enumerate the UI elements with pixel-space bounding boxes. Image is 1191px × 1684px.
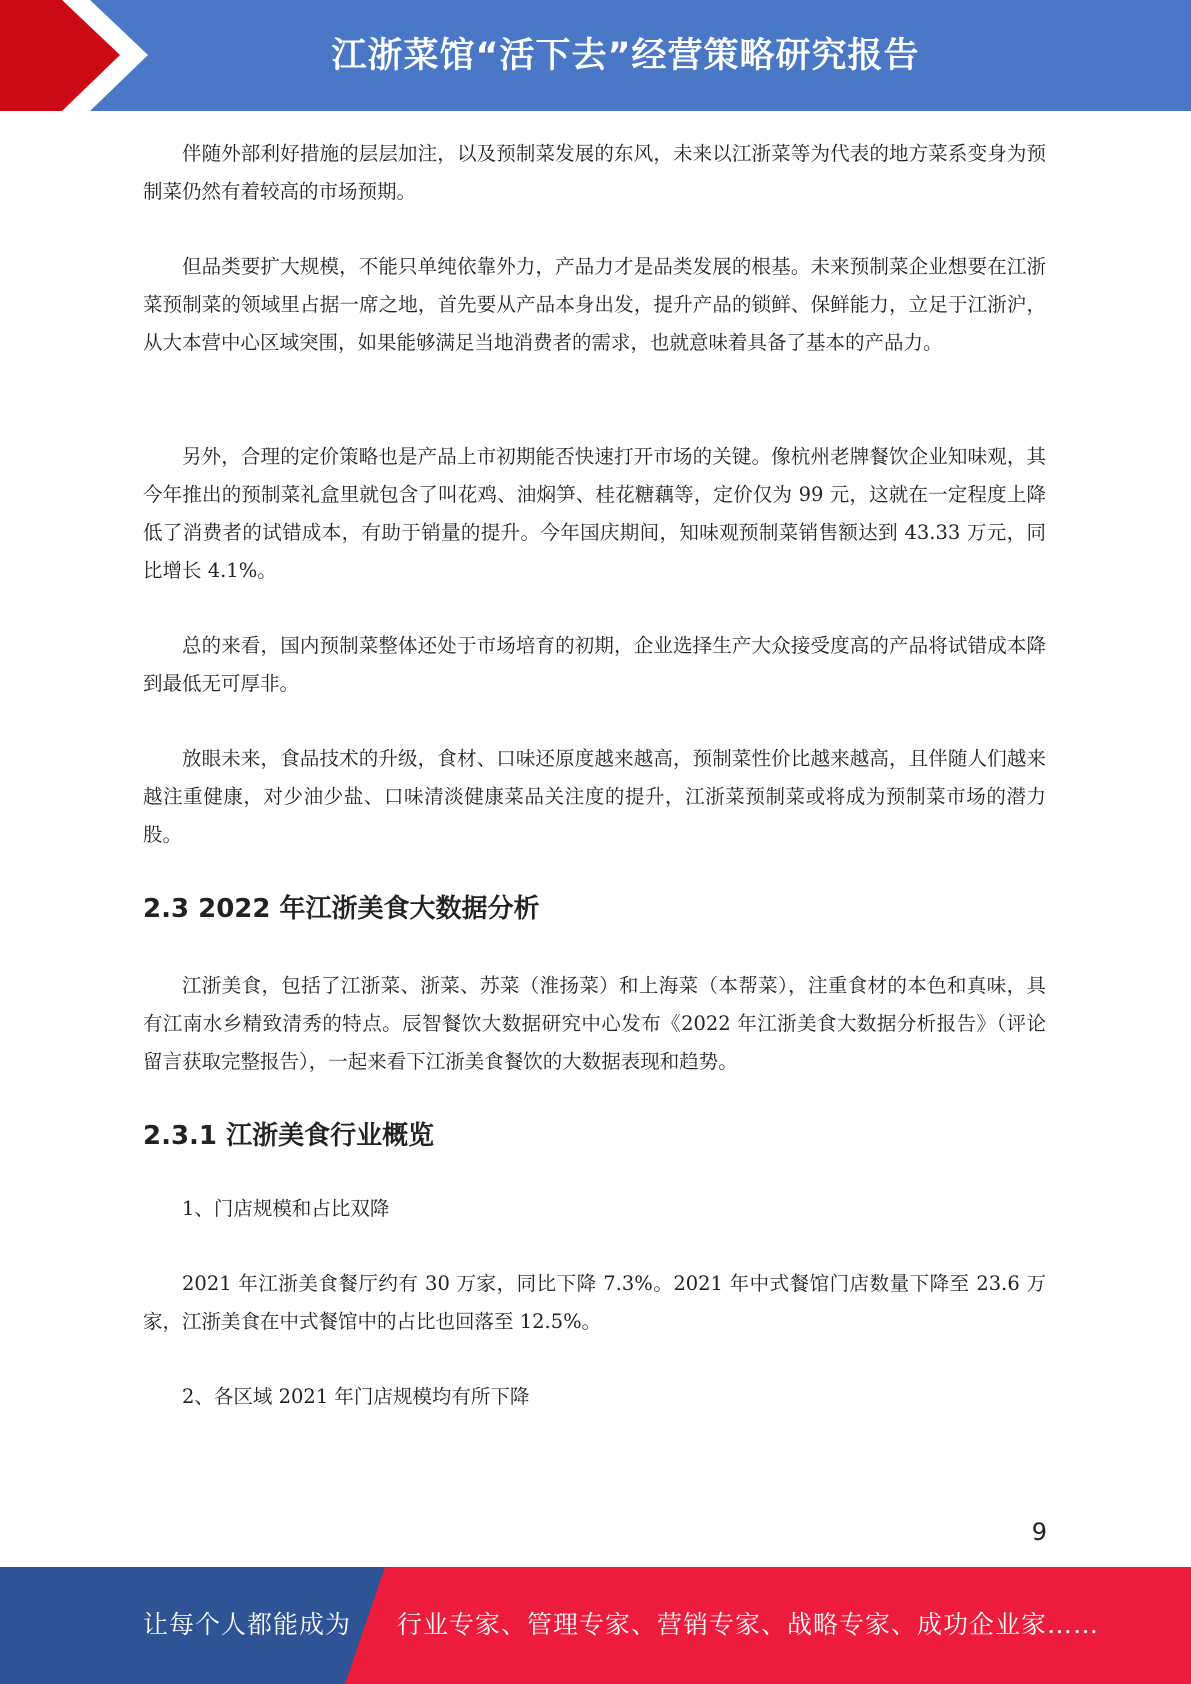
paragraph: 放眼未来，食品技术的升级，食材、口味还原度越来越高，预制菜性价比越来越高，且伴随人们越来越注重健康，对少油少盐、口味清淡健康菜品关注度的提升，江浙菜预制菜或将成为预制菜市场的潜力股。 xyxy=(143,747,1046,846)
footer-slogan-left: 让每个人都能成为 xyxy=(143,1610,352,1639)
paragraph: 另外，合理的定价策略也是产品上市初期能否快速打开市场的关键。像杭州老牌餐饮企业知味观，其今年推出的预制菜礼盒里就包含了叫花鸡、油焖笋、桂花糖藕等，定价仅为 99 元，这就在一定程度上降低了消费者的试错成本，有助于销量的提升。今年国庆期间，知味观预制菜销售额达到 43.33 万元，同比增长 4.1%。 xyxy=(143,445,1046,582)
page-header xyxy=(0,0,1191,111)
page-number: 9 xyxy=(1031,1518,1047,1546)
subsection-heading: 2.3.1 江浙美食行业概览 xyxy=(143,1121,435,1151)
paragraph: 江浙美食，包括了江浙菜、浙菜、苏菜（淮扬菜）和上海菜（本帮菜），注重食材的本色和真味，具有江南水乡精致清秀的特点。辰智餐饮大数据研究中心发布《2022 年江浙美食大数据分析报告》（评论留言获取完整报告），一起来看下江浙美食餐饮的大数据表现和趋势。 xyxy=(143,974,1046,1073)
page-content xyxy=(143,135,1046,1453)
footer-slogan-right: 行业专家、管理专家、营销专家、战略专家、成功企业家…… xyxy=(397,1610,1100,1639)
section-heading: 2.3 2022 年江浙美食大数据分析 xyxy=(143,894,540,924)
list-item-title: 2、各区域 2021 年门店规模均有所下降 xyxy=(182,1385,530,1408)
document-title: 江浙菜馆“活下去”经营策略研究报告 xyxy=(331,36,920,76)
paragraph: 2021 年江浙美食餐厅约有 30 万家，同比下降 7.3%。2021 年中式餐馆门店数量下降至 23.6 万家，江浙美食在中式餐馆中的占比也回落至 12.5%。 xyxy=(143,1272,1046,1333)
paragraph: 总的来看，国内预制菜整体还处于市场培育的初期，企业选择生产大众接受度高的产品将试错成本降到最低无可厚非。 xyxy=(143,634,1046,695)
paragraph: 但品类要扩大规模，不能只单纯依靠外力，产品力才是品类发展的根基。未来预制菜企业想要在江浙菜预制菜的领域里占据一席之地，首先要从产品本身出发，提升产品的锁鲜、保鲜能力，立足于江浙沪，从大本营中心区域突围，如果能够满足当地消费者的需求，也就意味着具备了基本的产品力。 xyxy=(143,255,1046,354)
list-item-title: 1、门店规模和占比双降 xyxy=(182,1197,390,1220)
paragraph: 伴随外部利好措施的层层加注，以及预制菜发展的东风，未来以江浙菜等为代表的地方菜系变身为预制菜仍然有着较高的市场预期。 xyxy=(143,142,1046,203)
page-footer xyxy=(0,1567,1191,1684)
